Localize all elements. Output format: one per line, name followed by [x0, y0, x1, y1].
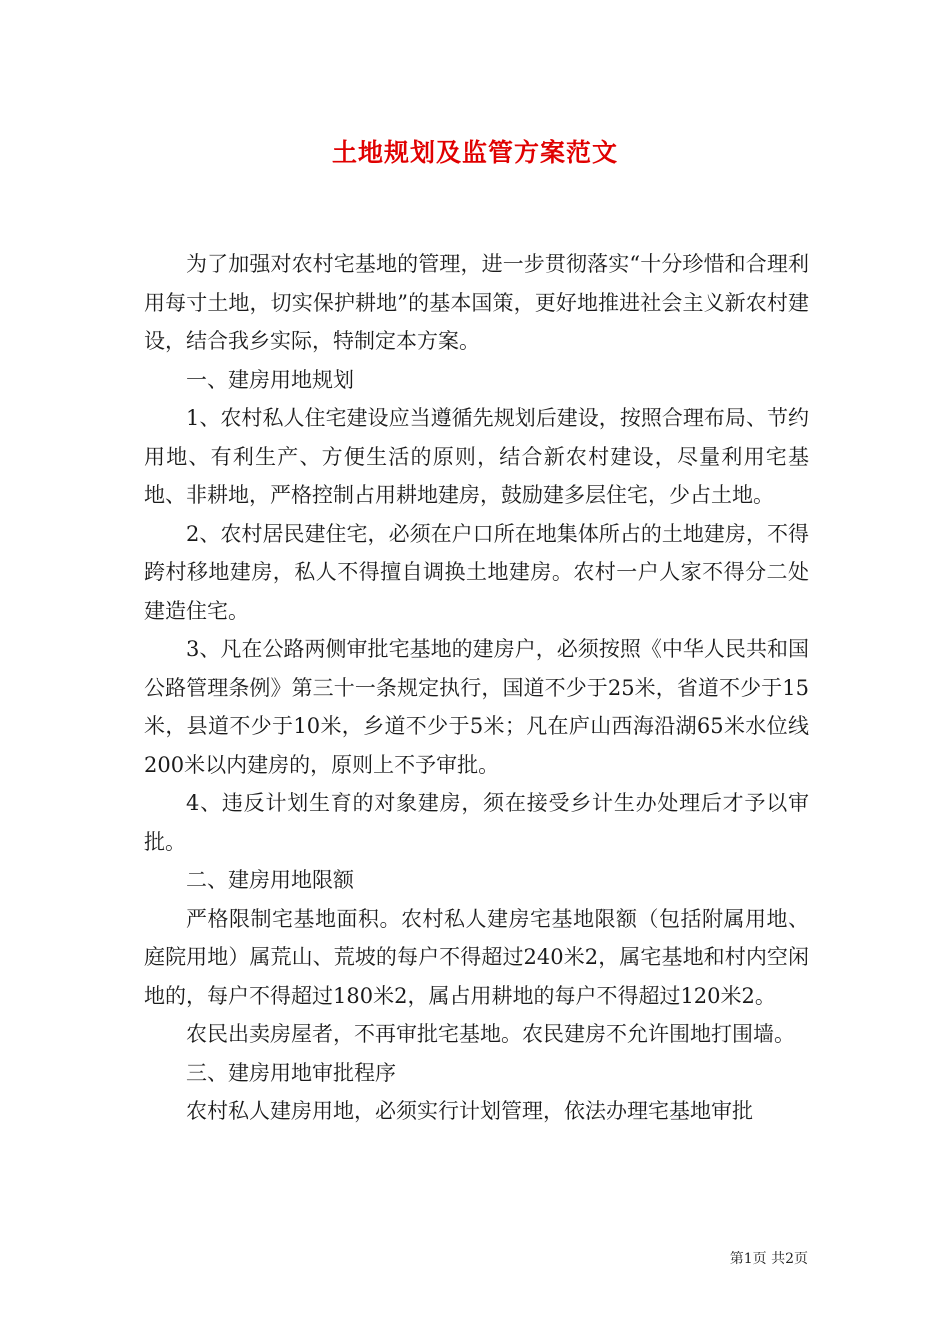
page-number: 第1页 共2页 — [729, 1251, 808, 1267]
section-heading-3: 三、建房用地审批程序 — [186, 1060, 396, 1085]
paragraph-limits: 严格限制宅基地面积。农村私人建房宅基地限额（包括附属用地、庭院用地）属荒山、荒坡的每户不得超过240米2，属宅基地和村内空闲地的，每户不得超过180米2，属占用耕地的每户不得超过120米2。 — [144, 906, 809, 1008]
document-body — [144, 245, 809, 1131]
paragraph-approval: 农村私人建房用地，必须实行计划管理，依法办理宅基地审批 — [186, 1099, 753, 1123]
paragraph-item-4: 4、违反计划生育的对象建房，须在接受乡计生办处理后才予以审批。 — [144, 791, 809, 854]
paragraph-item-2: 2、农村居民建住宅，必须在户口所在地集体所占的土地建房，不得跨村移地建房，私人不得擅自调换土地建房。农村一户人家不得分二处建造住宅。 — [144, 521, 809, 623]
paragraph-sale-rule: 农民出卖房屋者，不再审批宅基地。农民建房不允许围地打围墙。 — [186, 1022, 795, 1046]
paragraph-intro: 为了加强对农村宅基地的管理，进一步贯彻落实“十分珍惜和合理利用每寸土地，切实保护耕地”的基本国策，更好地推进社会主义新农村建设，结合我乡实际，特制定本方案。 — [144, 252, 809, 353]
section-heading-1: 一、建房用地规划 — [186, 367, 354, 392]
paragraph-item-1: 1、农村私人住宅建设应当遵循先规划后建设，按照合理布局、节约用地、有利生产、方便生活的原则，结合新农村建设，尽量利用宅基地、非耕地，严格控制占用耕地建房，鼓励建多层住宅，少占土地。 — [144, 406, 809, 507]
paragraph-item-3: 3、凡在公路两侧审批宅基地的建房户，必须按照《中华人民共和国公路管理条例》第三十一条规定执行，国道不少于25米，省道不少于15米，县道不少于10米，乡道不少于5米；凡在庐山西海沿湖65米水位线200米以内建房的，原则上不予审批。 — [144, 637, 809, 777]
document-title: 土地规划及监管方案范文 — [331, 138, 618, 167]
section-heading-2: 二、建房用地限额 — [186, 868, 354, 892]
